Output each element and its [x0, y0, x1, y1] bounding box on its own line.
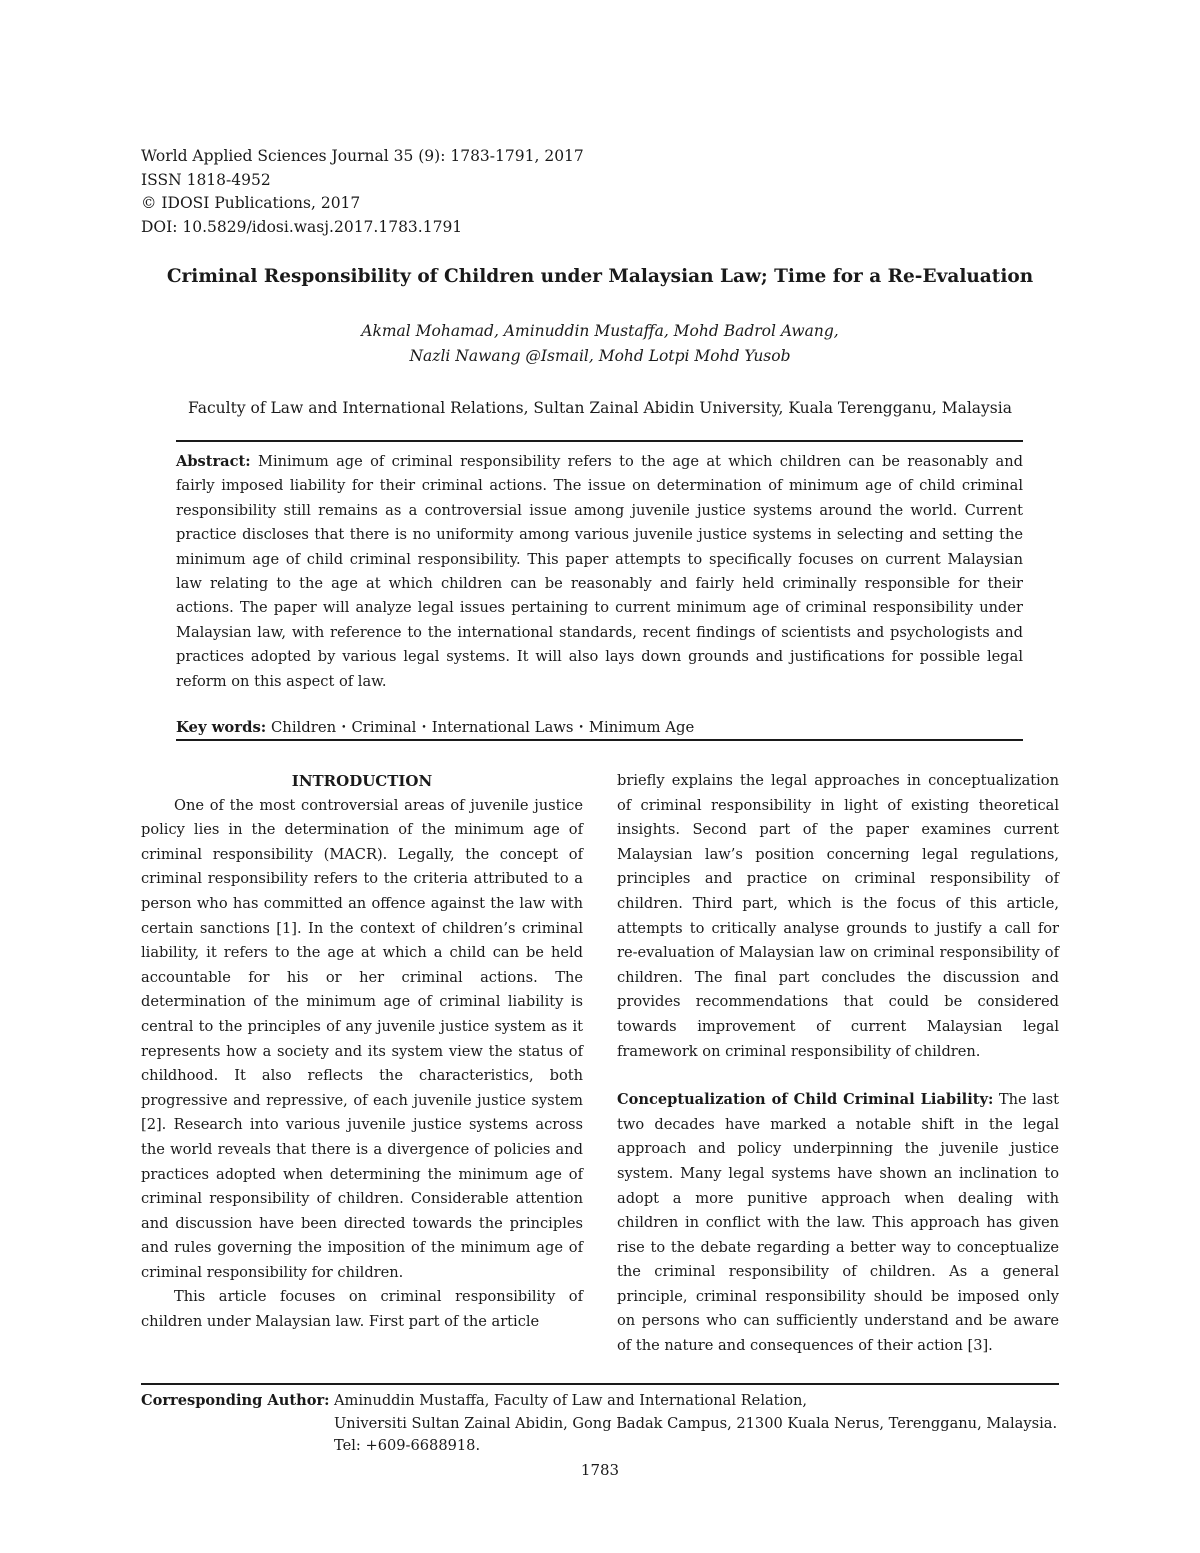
affiliation: Faculty of Law and International Relations, Sultan Zainal Abidin University, Kuala Terengganu, Malaysia: [188, 399, 1012, 417]
abstract-text: Minimum age of criminal responsibility refers to the age at which children can be reasonably and fairly imposed liability for their criminal actions. The issue on determination of minimum age of child criminal responsibility still remains as a controversial issue among juvenile justice systems around the world. Current practice discloses that there is no uniformity among various juvenile justice systems in selecting and setting the minimum age of child criminal responsibility. This paper attempts to specifically focuses on current Malaysian law relating to the age at which children can be reasonably and fairly held criminally responsible for their actions. The paper will analyze legal issues pertaining to current minimum age of criminal responsibility under Malaysian law, with reference to the international standards, recent findings of scientists and psychologists and practices adopted by various legal systems. It will also lays down grounds and justifications for possible legal reform on this aspect of law.: [176, 453, 1023, 690]
section-text: The last two decades have marked a notable shift in the legal approach and policy underpinning the juvenile justice system. Many legal systems have shown an inclination to adopt a more punitive approach when dealing with children in conflict with the law. This approach has given rise to the debate regarding a better way to conceptualize the criminal responsibility of children. As a general principle, criminal responsibility should be imposed only on persons who can sufficiently understand and be aware of the nature and consequences of their action [3].: [617, 1091, 1059, 1355]
journal-info: [141, 145, 584, 239]
authors-line-1: Akmal Mohamad, Aminuddin Mustaffa, Mohd Badrol Awang,: [361, 322, 839, 340]
keyword-item: International Laws: [431, 719, 574, 736]
left-column: [141, 769, 583, 1335]
keyword-separator: •: [578, 723, 584, 733]
keyword-item: Minimum Age: [588, 719, 695, 736]
corr-line-3: Tel: +609-6688918.: [334, 1437, 481, 1454]
section-heading: Conceptualization of Child Criminal Liability:: [617, 1091, 994, 1109]
keywords-bottom-rule: [176, 739, 1023, 741]
right-column: [617, 769, 1059, 1359]
corr-line-2: Universiti Sultan Zainal Abidin, Gong Badak Campus, 21300 Kuala Nerus, Terengganu, Malaysia.: [334, 1414, 1058, 1432]
keyword-item: Children: [270, 719, 337, 736]
author-list: [120, 319, 1080, 369]
abstract-label: Abstract:: [176, 453, 251, 470]
journal-issn: ISSN 1818-4952: [141, 170, 271, 189]
keyword-separator: •: [341, 723, 347, 733]
abstract-block: [176, 450, 1023, 694]
corr-label: Corresponding Author:: [141, 1392, 330, 1409]
keyword-separator: •: [421, 723, 427, 733]
corr-line-1: Aminuddin Mustaffa, Faculty of Law and International Relation,: [334, 1392, 808, 1409]
keyword-item: Criminal: [351, 719, 417, 736]
corr-details: [334, 1390, 1057, 1458]
page-number: 1783: [580, 1461, 620, 1479]
intro-paragraph-2: This article focuses on criminal responsibility of children under Malaysian law. First part of the article: [141, 1288, 583, 1331]
intro-paragraph-1: One of the most controversial areas of juvenile justice policy lies in the determination of the minimum age of criminal responsibility (MACR). Legally, the concept of criminal responsibility refers to the criteria attributed to a person who has committed an offence against the law with certain sanctions [1]. In the context of children’s criminal liability, it refers to the age at which a child can be held accountable for his or her criminal actions. The determination of the minimum age of criminal liability is central to the principles of any juvenile justice system as it represents how a society and its system view the status of childhood. It also reflects the characteristics, both progressive and repressive, of each juvenile justice system [2]. Research into various juvenile justice systems across the world reveals that there is a divergence of policies and practices adopted when determining the minimum age of criminal responsibility of children. Considerable attention and discussion have been directed towards the principles and rules governing the imposition of the minimum age of criminal responsibility for children.: [141, 796, 583, 1281]
footer-rule: [141, 1383, 1059, 1385]
intro-paragraph-continued: briefly explains the legal approaches in conceptualization of criminal responsibility in light of existing theoretical insights. Second part of the paper examines current Malaysian law’s position concerning legal regulations, principles and practice on criminal responsibility of children. Third part, which is the focus of this article, attempts to critically analyse grounds to justify a call for re-evaluation of Malaysian law on criminal responsibility of children. The final part concludes the discussion and provides recommendations that could be considered towards improvement of current Malaysian legal framework on criminal responsibility of children.: [617, 772, 1059, 1060]
section-conceptualization: [617, 1088, 1059, 1359]
intro-heading: INTRODUCTION: [291, 772, 433, 790]
journal-doi: DOI: 10.5829/idosi.wasj.2017.1783.1791: [141, 217, 463, 236]
journal-copyright: © IDOSI Publications, 2017: [141, 194, 361, 212]
abstract-top-rule: [176, 440, 1023, 442]
authors-line-2: Nazli Nawang @Ismail, Mohd Lotpi Mohd Yusob: [409, 347, 791, 365]
journal-citation: World Applied Sciences Journal 35 (9): 1783-1791, 2017: [141, 147, 584, 165]
keywords-block: [176, 717, 1023, 739]
keywords-label: Key words:: [176, 719, 267, 736]
article-title: Criminal Responsibility of Children under Malaysian Law; Time for a Re-Evaluation: [166, 266, 1034, 287]
